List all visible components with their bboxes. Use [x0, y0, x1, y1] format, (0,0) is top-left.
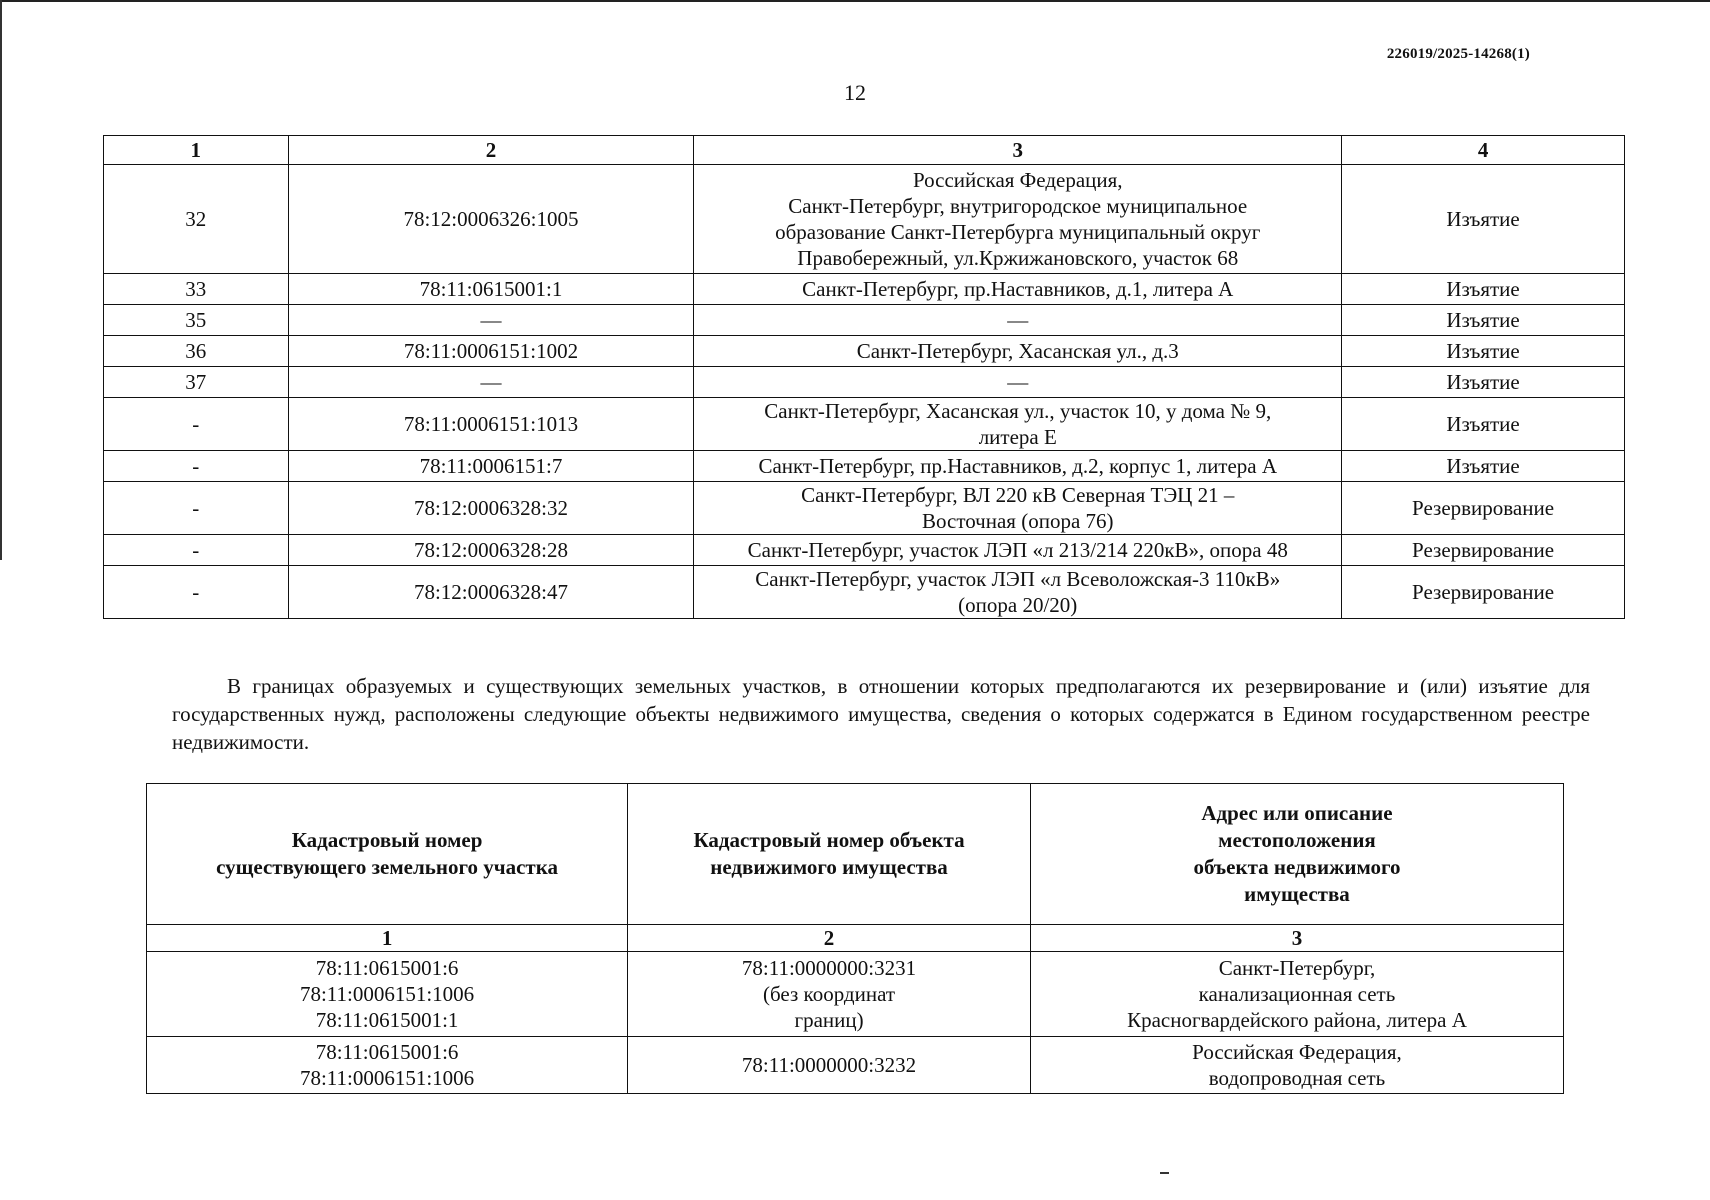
- row-number-cell: -: [104, 398, 289, 451]
- action-type-cell: Резервирование: [1342, 535, 1625, 566]
- cell-line: водопроводная сеть: [1208, 1066, 1386, 1090]
- parcels-table-header: [104, 136, 1625, 165]
- header-object-address: [1030, 784, 1563, 925]
- action-type-cell: Изъятие: [1342, 367, 1625, 398]
- objects-table-header: [147, 784, 1564, 925]
- cadastral-number-cell: —: [288, 367, 694, 398]
- cell-line: Санкт-Петербург, пр.Наставников, д.1, литера А: [802, 277, 1234, 301]
- action-type-cell: Изъятие: [1342, 274, 1625, 305]
- action-type-cell: Изъятие: [1342, 336, 1625, 367]
- cell-line: 78:11:0000000:3231: [741, 956, 917, 980]
- parcels-table-body: [104, 165, 1625, 619]
- scan-mark: [1160, 1172, 1169, 1174]
- address-cell: [694, 367, 1342, 398]
- cell-line: Санкт-Петербург, внутригородское муниципальное: [788, 194, 1248, 218]
- cell-line: 78:11:0615001:6: [315, 1040, 459, 1064]
- cell-line: —: [1007, 308, 1029, 332]
- cadastral-number-cell: 78:11:0006151:1002: [288, 336, 694, 367]
- address-cell: [694, 482, 1342, 535]
- objects-table-body: [147, 952, 1564, 1094]
- table-row: [104, 535, 1625, 566]
- cell-line: 78:11:0006151:1006: [299, 1066, 475, 1090]
- cell-line: Санкт-Петербург, Хасанская ул., участок 10, у дома № 9,: [764, 399, 1272, 423]
- land-cadastral-cell: [147, 952, 628, 1037]
- address-cell: [694, 165, 1342, 274]
- address-cell: [694, 336, 1342, 367]
- cadastral-number-cell: 78:11:0615001:1: [288, 274, 694, 305]
- row-number-cell: -: [104, 535, 289, 566]
- header-line: имущества: [1244, 882, 1350, 906]
- table-row: [104, 165, 1625, 274]
- column-number-3: 3: [1030, 925, 1563, 952]
- column-number-1: 1: [147, 925, 628, 952]
- cell-line: 78:11:0006151:1006: [299, 982, 475, 1006]
- page-number: 12: [844, 80, 866, 105]
- action-type-cell: Изъятие: [1342, 165, 1625, 274]
- row-number-cell: 35: [104, 305, 289, 336]
- cell-line: (опора 20/20): [958, 593, 1078, 617]
- header-object-cadastral: [628, 784, 1031, 925]
- header-land-cadastral: [147, 784, 628, 925]
- cell-line: Красногвардейского района, литера А: [1127, 1008, 1467, 1032]
- cell-line: канализационная сеть: [1198, 982, 1396, 1006]
- row-number-cell: 33: [104, 274, 289, 305]
- row-number-cell: 32: [104, 165, 289, 274]
- cell-line: Восточная (опора 76): [921, 509, 1114, 533]
- table-row: [104, 367, 1625, 398]
- object-cadastral-cell: [628, 1037, 1031, 1094]
- cell-line: Санкт-Петербург, ВЛ 220 кВ Северная ТЭЦ 21 –: [801, 483, 1235, 507]
- header-line: местоположения: [1218, 828, 1376, 852]
- cell-line: Санкт-Петербург, Хасанская ул., д.3: [856, 339, 1179, 363]
- cadastral-number-cell: 78:12:0006328:32: [288, 482, 694, 535]
- cell-line: Санкт-Петербург,: [1218, 956, 1376, 980]
- cadastral-number-cell: 78:11:0006151:1013: [288, 398, 694, 451]
- cadastral-number-cell: —: [288, 305, 694, 336]
- object-cadastral-cell: [628, 952, 1031, 1037]
- action-type-cell: Изъятие: [1342, 451, 1625, 482]
- row-number-cell: 36: [104, 336, 289, 367]
- header-line: объекта недвижимого: [1193, 855, 1401, 879]
- header-col-1: 1: [104, 136, 289, 165]
- header-line: недвижимого имущества: [710, 855, 948, 879]
- table-row: [104, 566, 1625, 619]
- action-type-cell: Резервирование: [1342, 482, 1625, 535]
- table-row: [104, 305, 1625, 336]
- header-col-3: 3: [694, 136, 1342, 165]
- row-number-cell: 37: [104, 367, 289, 398]
- cadastral-number-cell: 78:11:0006151:7: [288, 451, 694, 482]
- header-col-4: 4: [1342, 136, 1625, 165]
- cell-line: образование Санкт-Петербурга муниципальный округ: [775, 220, 1261, 244]
- header-line: Адрес или описание: [1201, 801, 1393, 825]
- cell-line: Российская Федерация,: [1192, 1040, 1402, 1064]
- cell-line: (без координат: [763, 982, 896, 1006]
- parcels-table: [103, 135, 1625, 619]
- address-cell: [694, 398, 1342, 451]
- header-col-2: 2: [288, 136, 694, 165]
- cell-line: границ): [794, 1008, 864, 1032]
- cell-line: литера Е: [978, 425, 1057, 449]
- objects-table: [146, 783, 1564, 1094]
- table-row: [147, 1037, 1564, 1094]
- table-row: [147, 952, 1564, 1037]
- row-number-cell: -: [104, 482, 289, 535]
- address-cell: [694, 274, 1342, 305]
- header-line: Кадастровый номер: [291, 828, 483, 852]
- cell-line: —: [1007, 370, 1029, 394]
- table-row: [104, 274, 1625, 305]
- table-row: [104, 398, 1625, 451]
- cadastral-number-cell: 78:12:0006328:47: [288, 566, 694, 619]
- table-row: [104, 482, 1625, 535]
- cell-line: Правобережный, ул.Кржижановского, участок 68: [797, 246, 1239, 270]
- address-cell: [694, 305, 1342, 336]
- object-address-cell: [1030, 952, 1563, 1037]
- scan-edge-top: [0, 0, 1710, 2]
- document-id: 226019/2025-14268(1): [1386, 46, 1530, 62]
- row-number-cell: -: [104, 451, 289, 482]
- table-row: [104, 451, 1625, 482]
- cell-line: 78:11:0000000:3232: [741, 1053, 917, 1077]
- cell-line: Санкт-Петербург, пр.Наставников, д.2, корпус 1, литера А: [758, 454, 1278, 478]
- table-row: [104, 336, 1625, 367]
- address-cell: [694, 566, 1342, 619]
- address-cell: [694, 535, 1342, 566]
- cell-line: Санкт-Петербург, участок ЛЭП «л Всеволожская-3 110кВ»: [755, 567, 1281, 591]
- action-type-cell: Резервирование: [1342, 566, 1625, 619]
- objects-table-column-numbers: [147, 925, 1564, 952]
- row-number-cell: -: [104, 566, 289, 619]
- cell-line: Санкт-Петербург, участок ЛЭП «л 213/214 220кВ», опора 48: [747, 538, 1288, 562]
- cadastral-number-cell: 78:12:0006326:1005: [288, 165, 694, 274]
- action-type-cell: Изъятие: [1342, 305, 1625, 336]
- column-number-2: 2: [628, 925, 1031, 952]
- header-line: существующего земельного участка: [216, 855, 558, 879]
- object-address-cell: [1030, 1037, 1563, 1094]
- body-paragraph: В границах образуемых и существующих земельных участков, в отношении которых предполагаются их резервирование и (или) изъятие для государственных нужд, расположены следующие объекты недвижимого имущества, сведения о которых содержатся в Едином государственном реестре недвижимости.: [172, 674, 1590, 754]
- cell-line: Российская Федерация,: [912, 168, 1123, 192]
- address-cell: [694, 451, 1342, 482]
- cadastral-number-cell: 78:12:0006328:28: [288, 535, 694, 566]
- header-line: Кадастровый номер объекта: [693, 828, 965, 852]
- cell-line: 78:11:0615001:1: [315, 1008, 459, 1032]
- land-cadastral-cell: [147, 1037, 628, 1094]
- cell-line: 78:11:0615001:6: [315, 956, 459, 980]
- action-type-cell: Изъятие: [1342, 398, 1625, 451]
